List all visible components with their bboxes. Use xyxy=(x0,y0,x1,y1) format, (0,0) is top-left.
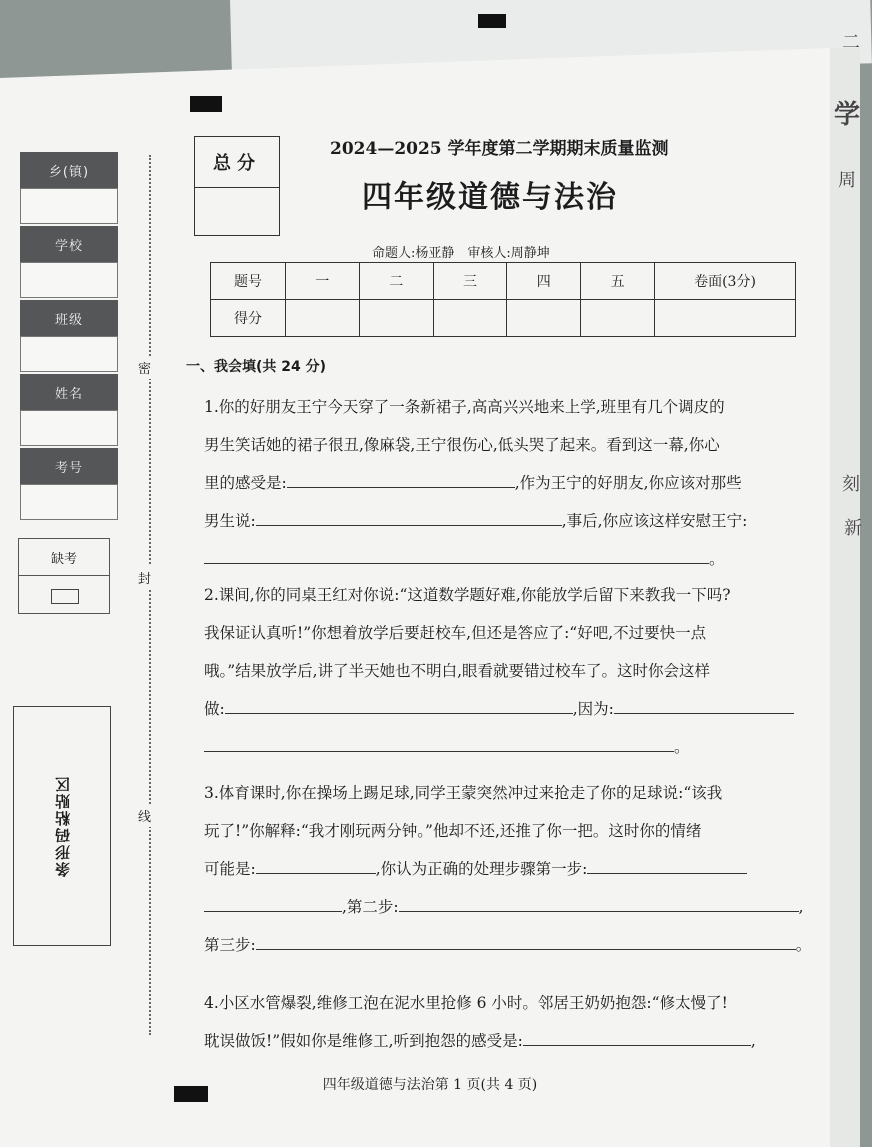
column-header: 三 xyxy=(433,263,507,300)
question-2 xyxy=(204,576,832,766)
question-text: 1.你的好朋友王宁今天穿了一条新裙子,高高兴兴地来上学,班里有几个调皮的 xyxy=(204,398,725,416)
total-score-label: 总分 xyxy=(195,137,279,188)
column-header: 四 xyxy=(507,263,581,300)
score-cell[interactable] xyxy=(581,300,655,337)
question-line xyxy=(204,690,832,728)
question-text: 。 xyxy=(674,738,690,756)
question-text: , xyxy=(750,1032,756,1050)
edge-glyph: 二 xyxy=(842,32,860,53)
field-input-school[interactable] xyxy=(20,262,118,298)
next-page-edge xyxy=(830,48,860,1147)
question-line xyxy=(204,502,832,540)
question-text: 做: xyxy=(204,700,225,718)
question-text: 4.小区水管爆裂,维修工泡在泥水里抢修 6 小时。邻居王奶奶抱怨:“修太慢了! xyxy=(204,994,728,1012)
question-line xyxy=(204,728,832,766)
answer-blank[interactable] xyxy=(287,469,515,488)
question-line xyxy=(204,850,832,888)
question-text: 哦。”结果放学后,讲了半天她也不明白,眼看就要错过校车了。这时你会这样 xyxy=(204,662,711,680)
edge-glyph: 周 xyxy=(838,170,856,191)
question-4 xyxy=(204,984,832,1060)
answer-blank[interactable] xyxy=(614,695,794,714)
table-row xyxy=(211,300,796,337)
answer-blank[interactable] xyxy=(225,695,573,714)
question-text: 耽误做饭!”假如你是维修工,听到抱怨的感受是: xyxy=(204,1032,523,1050)
field-input-town[interactable] xyxy=(20,188,118,224)
question-text: ,事后,你应该这样安慰王宁: xyxy=(561,512,748,530)
absent-box xyxy=(18,538,110,614)
field-input-class[interactable] xyxy=(20,336,118,372)
row-header: 得分 xyxy=(211,300,286,337)
question-text: ,你认为正确的处理步骤第一步: xyxy=(375,860,588,878)
answer-blank[interactable] xyxy=(587,855,747,874)
answer-blank[interactable] xyxy=(399,893,799,912)
field-input-name[interactable] xyxy=(20,410,118,446)
absent-label: 缺考 xyxy=(19,539,109,576)
column-header: 一 xyxy=(286,263,360,300)
question-1 xyxy=(204,388,832,578)
question-text: 。 xyxy=(795,936,812,954)
question-line xyxy=(204,1022,832,1060)
alignment-mark xyxy=(190,96,222,112)
question-text: 2.课间,你的同桌王红对你说:“这道数学题好难,你能放学后留下来教我一下吗? xyxy=(204,586,731,604)
question-text: 第三步: xyxy=(204,936,256,954)
binding-mark-close: 封 xyxy=(138,566,151,589)
answer-blank[interactable] xyxy=(256,855,376,874)
exam-title: 2024—2025 学年度第二学期期末质量监测 xyxy=(330,139,669,159)
question-text: 我保证认真听!”你想着放学后要赶校车,但还是答应了:“好吧,不过要快一点 xyxy=(204,624,707,642)
total-score-box xyxy=(194,136,280,236)
score-cell[interactable] xyxy=(359,300,433,337)
score-cell[interactable] xyxy=(655,300,796,337)
question-3 xyxy=(204,774,832,964)
question-text: 男生笑话她的裙子很丑,像麻袋,王宁很伤心,低头哭了起来。看到这一幕,你心 xyxy=(204,436,720,454)
field-label-name: 姓名 xyxy=(20,374,118,410)
field-label-class: 班级 xyxy=(20,300,118,336)
question-line xyxy=(204,926,832,964)
question-text: 可能是: xyxy=(204,860,256,878)
answer-blank[interactable] xyxy=(204,733,674,752)
question-text: ,第二步: xyxy=(342,898,399,916)
subject-title: 四年级道德与法治 xyxy=(362,180,618,215)
binding-line xyxy=(149,155,151,1035)
question-text: 玩了!”你解释:“我才刚玩两分钟。”他却不还,还推了你一把。这时你的情绪 xyxy=(204,822,702,840)
answer-blank[interactable] xyxy=(204,893,342,912)
answer-blank[interactable] xyxy=(523,1027,751,1046)
score-cell[interactable] xyxy=(286,300,360,337)
table-row xyxy=(211,263,796,300)
score-cell[interactable] xyxy=(433,300,507,337)
barcode-label: 条形码粘贴区 xyxy=(53,775,72,877)
score-table xyxy=(210,262,796,337)
edge-glyph: 刻 xyxy=(842,474,860,495)
question-text: 。 xyxy=(709,550,725,568)
page-footer: 四年级道德与法治第 1 页(共 4 页) xyxy=(322,1077,538,1093)
alignment-mark xyxy=(478,14,506,28)
question-text: ,因为: xyxy=(572,700,614,718)
column-header: 卷面(3分) xyxy=(655,263,796,300)
barcode-area xyxy=(13,706,111,946)
field-label-school: 学校 xyxy=(20,226,118,262)
edge-glyph: 学 xyxy=(834,100,861,130)
column-header: 五 xyxy=(581,263,655,300)
question-line xyxy=(204,888,832,926)
edge-glyph: 新 xyxy=(844,518,862,539)
answer-blank[interactable] xyxy=(256,931,796,950)
question-text: 3.体育课时,你在操场上踢足球,同学王蒙突然冲过来抢走了你的足球说:“该我 xyxy=(204,784,723,802)
field-label-town: 乡(镇) xyxy=(20,152,118,188)
binding-mark-line: 线 xyxy=(138,804,151,827)
score-cell[interactable] xyxy=(507,300,581,337)
column-header: 二 xyxy=(359,263,433,300)
question-text: 男生说: xyxy=(204,512,256,530)
section-title: 一、我会填(共 24 分) xyxy=(186,359,327,375)
absent-checkbox[interactable] xyxy=(51,589,79,604)
answer-blank[interactable] xyxy=(256,507,562,526)
question-text: ,作为王宁的好朋友,你应该对那些 xyxy=(514,474,742,492)
authors-line: 命题人:杨亚静 审核人:周静坤 xyxy=(372,246,550,261)
answer-blank[interactable] xyxy=(204,545,709,564)
question-text: 里的感受是: xyxy=(204,474,287,492)
field-input-exam-number[interactable] xyxy=(20,484,118,520)
question-line xyxy=(204,540,832,578)
question-line xyxy=(204,464,832,502)
field-label-exam-number: 考号 xyxy=(20,448,118,484)
row-header: 题号 xyxy=(211,263,286,300)
binding-mark-seal: 密 xyxy=(138,356,151,379)
question-text: , xyxy=(798,898,804,916)
